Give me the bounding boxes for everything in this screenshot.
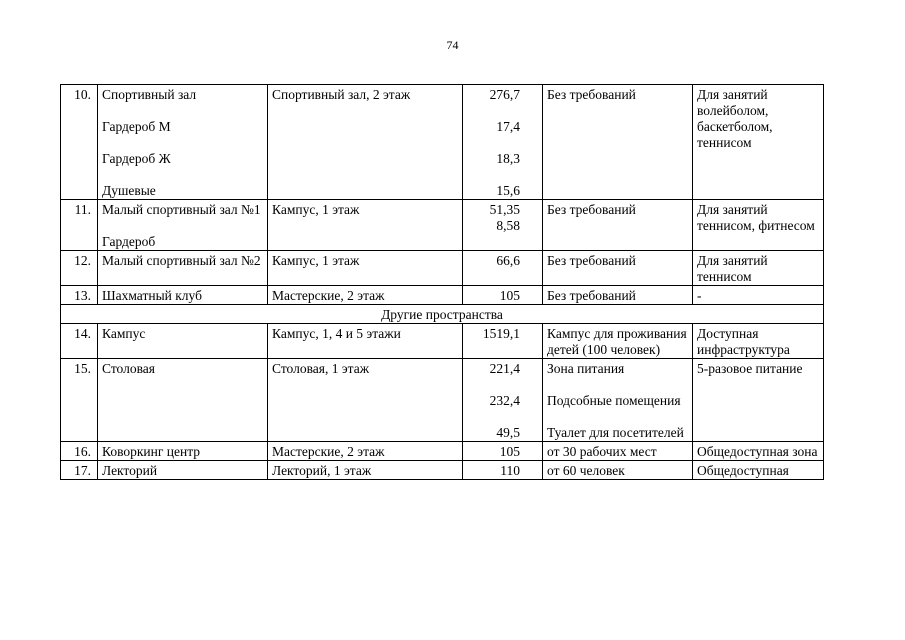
row-number: 11. xyxy=(61,200,98,251)
facilities-table xyxy=(60,84,824,480)
location-cell: Мастерские, 2 этаж xyxy=(268,286,463,305)
area-cell xyxy=(463,251,543,286)
facility-name-cell xyxy=(98,251,268,286)
purpose-cell: Для занятий волейболом, баскетболом, теннисом xyxy=(693,85,824,200)
spacer xyxy=(467,377,520,393)
requirements-cell xyxy=(543,85,693,200)
table-row xyxy=(61,324,824,359)
cell-entry: Гардероб Ж xyxy=(102,151,171,166)
row-number: 14. xyxy=(61,324,98,359)
purpose-cell: Доступная инфраструктура xyxy=(693,324,824,359)
cell-entry: Кампус для проживания детей (100 человек) xyxy=(547,326,687,357)
cell-entry: от 60 человек xyxy=(547,463,625,478)
cell-entry: 276,7 xyxy=(489,87,520,102)
row-number: 17. xyxy=(61,461,98,480)
cell-entry: Без требований xyxy=(547,253,636,268)
area-cell xyxy=(463,359,543,442)
cell-entry: 105 xyxy=(499,444,520,459)
cell-entry: 221,4 xyxy=(489,361,520,376)
cell-entry: 110 xyxy=(500,463,520,478)
cell-entry: Душевые xyxy=(102,183,156,198)
spacer xyxy=(102,218,263,234)
location-cell: Столовая, 1 этаж xyxy=(268,359,463,442)
facility-name-cell xyxy=(98,286,268,305)
cell-entry: Туалет для посетителей xyxy=(547,425,684,440)
table-body-sports xyxy=(61,85,824,305)
area-cell xyxy=(463,442,543,461)
requirements-cell xyxy=(543,442,693,461)
requirements-cell xyxy=(543,251,693,286)
spacer xyxy=(547,409,688,425)
location-cell: Кампус, 1, 4 и 5 этажи xyxy=(268,324,463,359)
facility-name-cell xyxy=(98,324,268,359)
cell-entry: Гардероб xyxy=(102,234,156,249)
spacer xyxy=(547,377,688,393)
cell-entry: от 30 рабочих мест xyxy=(547,444,657,459)
cell-entry: 17,4 xyxy=(496,119,520,134)
requirements-cell xyxy=(543,324,693,359)
purpose-cell: Для занятий теннисом xyxy=(693,251,824,286)
spacer xyxy=(467,103,520,119)
purpose-cell: 5-разовое питание xyxy=(693,359,824,442)
spacer xyxy=(467,167,520,183)
cell-entry: Малый спортивный зал №2 xyxy=(102,253,261,268)
purpose-cell: - xyxy=(693,286,824,305)
row-number: 13. xyxy=(61,286,98,305)
spacer xyxy=(102,103,263,119)
table-row xyxy=(61,286,824,305)
row-number: 12. xyxy=(61,251,98,286)
location-cell: Спортивный зал, 2 этаж xyxy=(268,85,463,200)
table-row xyxy=(61,85,824,200)
cell-entry: 66,6 xyxy=(496,253,520,268)
requirements-cell xyxy=(543,359,693,442)
table-row xyxy=(61,442,824,461)
area-cell xyxy=(463,324,543,359)
cell-entry: Малый спортивный зал №1 xyxy=(102,202,261,217)
requirements-cell xyxy=(543,200,693,251)
table-row xyxy=(61,359,824,442)
cell-entry: Лекторий xyxy=(102,463,158,478)
cell-entry: Без требований xyxy=(547,288,636,303)
location-cell: Лекторий, 1 этаж xyxy=(268,461,463,480)
spacer xyxy=(102,135,263,151)
section-header: Другие пространства xyxy=(61,305,824,324)
area-cell xyxy=(463,85,543,200)
cell-entry: 8,58 xyxy=(496,218,520,233)
cell-entry: Коворкинг центр xyxy=(102,444,201,459)
cell-entry: Гардероб М xyxy=(102,119,171,134)
cell-entry: Столовая xyxy=(102,361,156,376)
row-number: 15. xyxy=(61,359,98,442)
row-number: 16. xyxy=(61,442,98,461)
cell-entry: Без требований xyxy=(547,202,636,217)
requirements-cell xyxy=(543,461,693,480)
facility-name-cell xyxy=(98,442,268,461)
cell-entry: 18,3 xyxy=(496,151,520,166)
area-cell xyxy=(463,286,543,305)
table-row xyxy=(61,200,824,251)
cell-entry: 232,4 xyxy=(489,393,520,408)
location-cell: Кампус, 1 этаж xyxy=(268,251,463,286)
location-cell: Мастерские, 2 этаж xyxy=(268,442,463,461)
cell-entry: Спортивный зал xyxy=(102,87,197,102)
table-row xyxy=(61,461,824,480)
purpose-cell: Для занятий теннисом, фитнесом xyxy=(693,200,824,251)
page-number: 74 xyxy=(446,38,459,52)
facility-name-cell xyxy=(98,200,268,251)
cell-entry: Без требований xyxy=(547,87,636,102)
table-row xyxy=(61,251,824,286)
row-number: 10. xyxy=(61,85,98,200)
spacer xyxy=(467,409,520,425)
facility-name-cell xyxy=(98,359,268,442)
cell-entry: Подсобные помещения xyxy=(547,393,681,408)
location-cell: Кампус, 1 этаж xyxy=(268,200,463,251)
cell-entry: 15,6 xyxy=(496,183,520,198)
cell-entry: Шахматный клуб xyxy=(102,288,202,303)
facility-name-cell xyxy=(98,85,268,200)
purpose-cell: Общедоступная xyxy=(693,461,824,480)
cell-entry: 1519,1 xyxy=(482,326,520,341)
cell-entry: 105 xyxy=(499,288,520,303)
cell-entry: Зона питания xyxy=(547,361,625,376)
cell-entry: 49,5 xyxy=(496,425,520,440)
spacer xyxy=(102,167,263,183)
area-cell xyxy=(463,200,543,251)
purpose-cell: Общедоступная зона xyxy=(693,442,824,461)
table-body-other xyxy=(61,324,824,480)
section-header-row xyxy=(61,305,824,324)
requirements-cell xyxy=(543,286,693,305)
area-cell xyxy=(463,461,543,480)
cell-entry: Кампус xyxy=(102,326,146,341)
cell-entry: 51,35 xyxy=(489,202,520,217)
facility-name-cell xyxy=(98,461,268,480)
spacer xyxy=(467,135,520,151)
